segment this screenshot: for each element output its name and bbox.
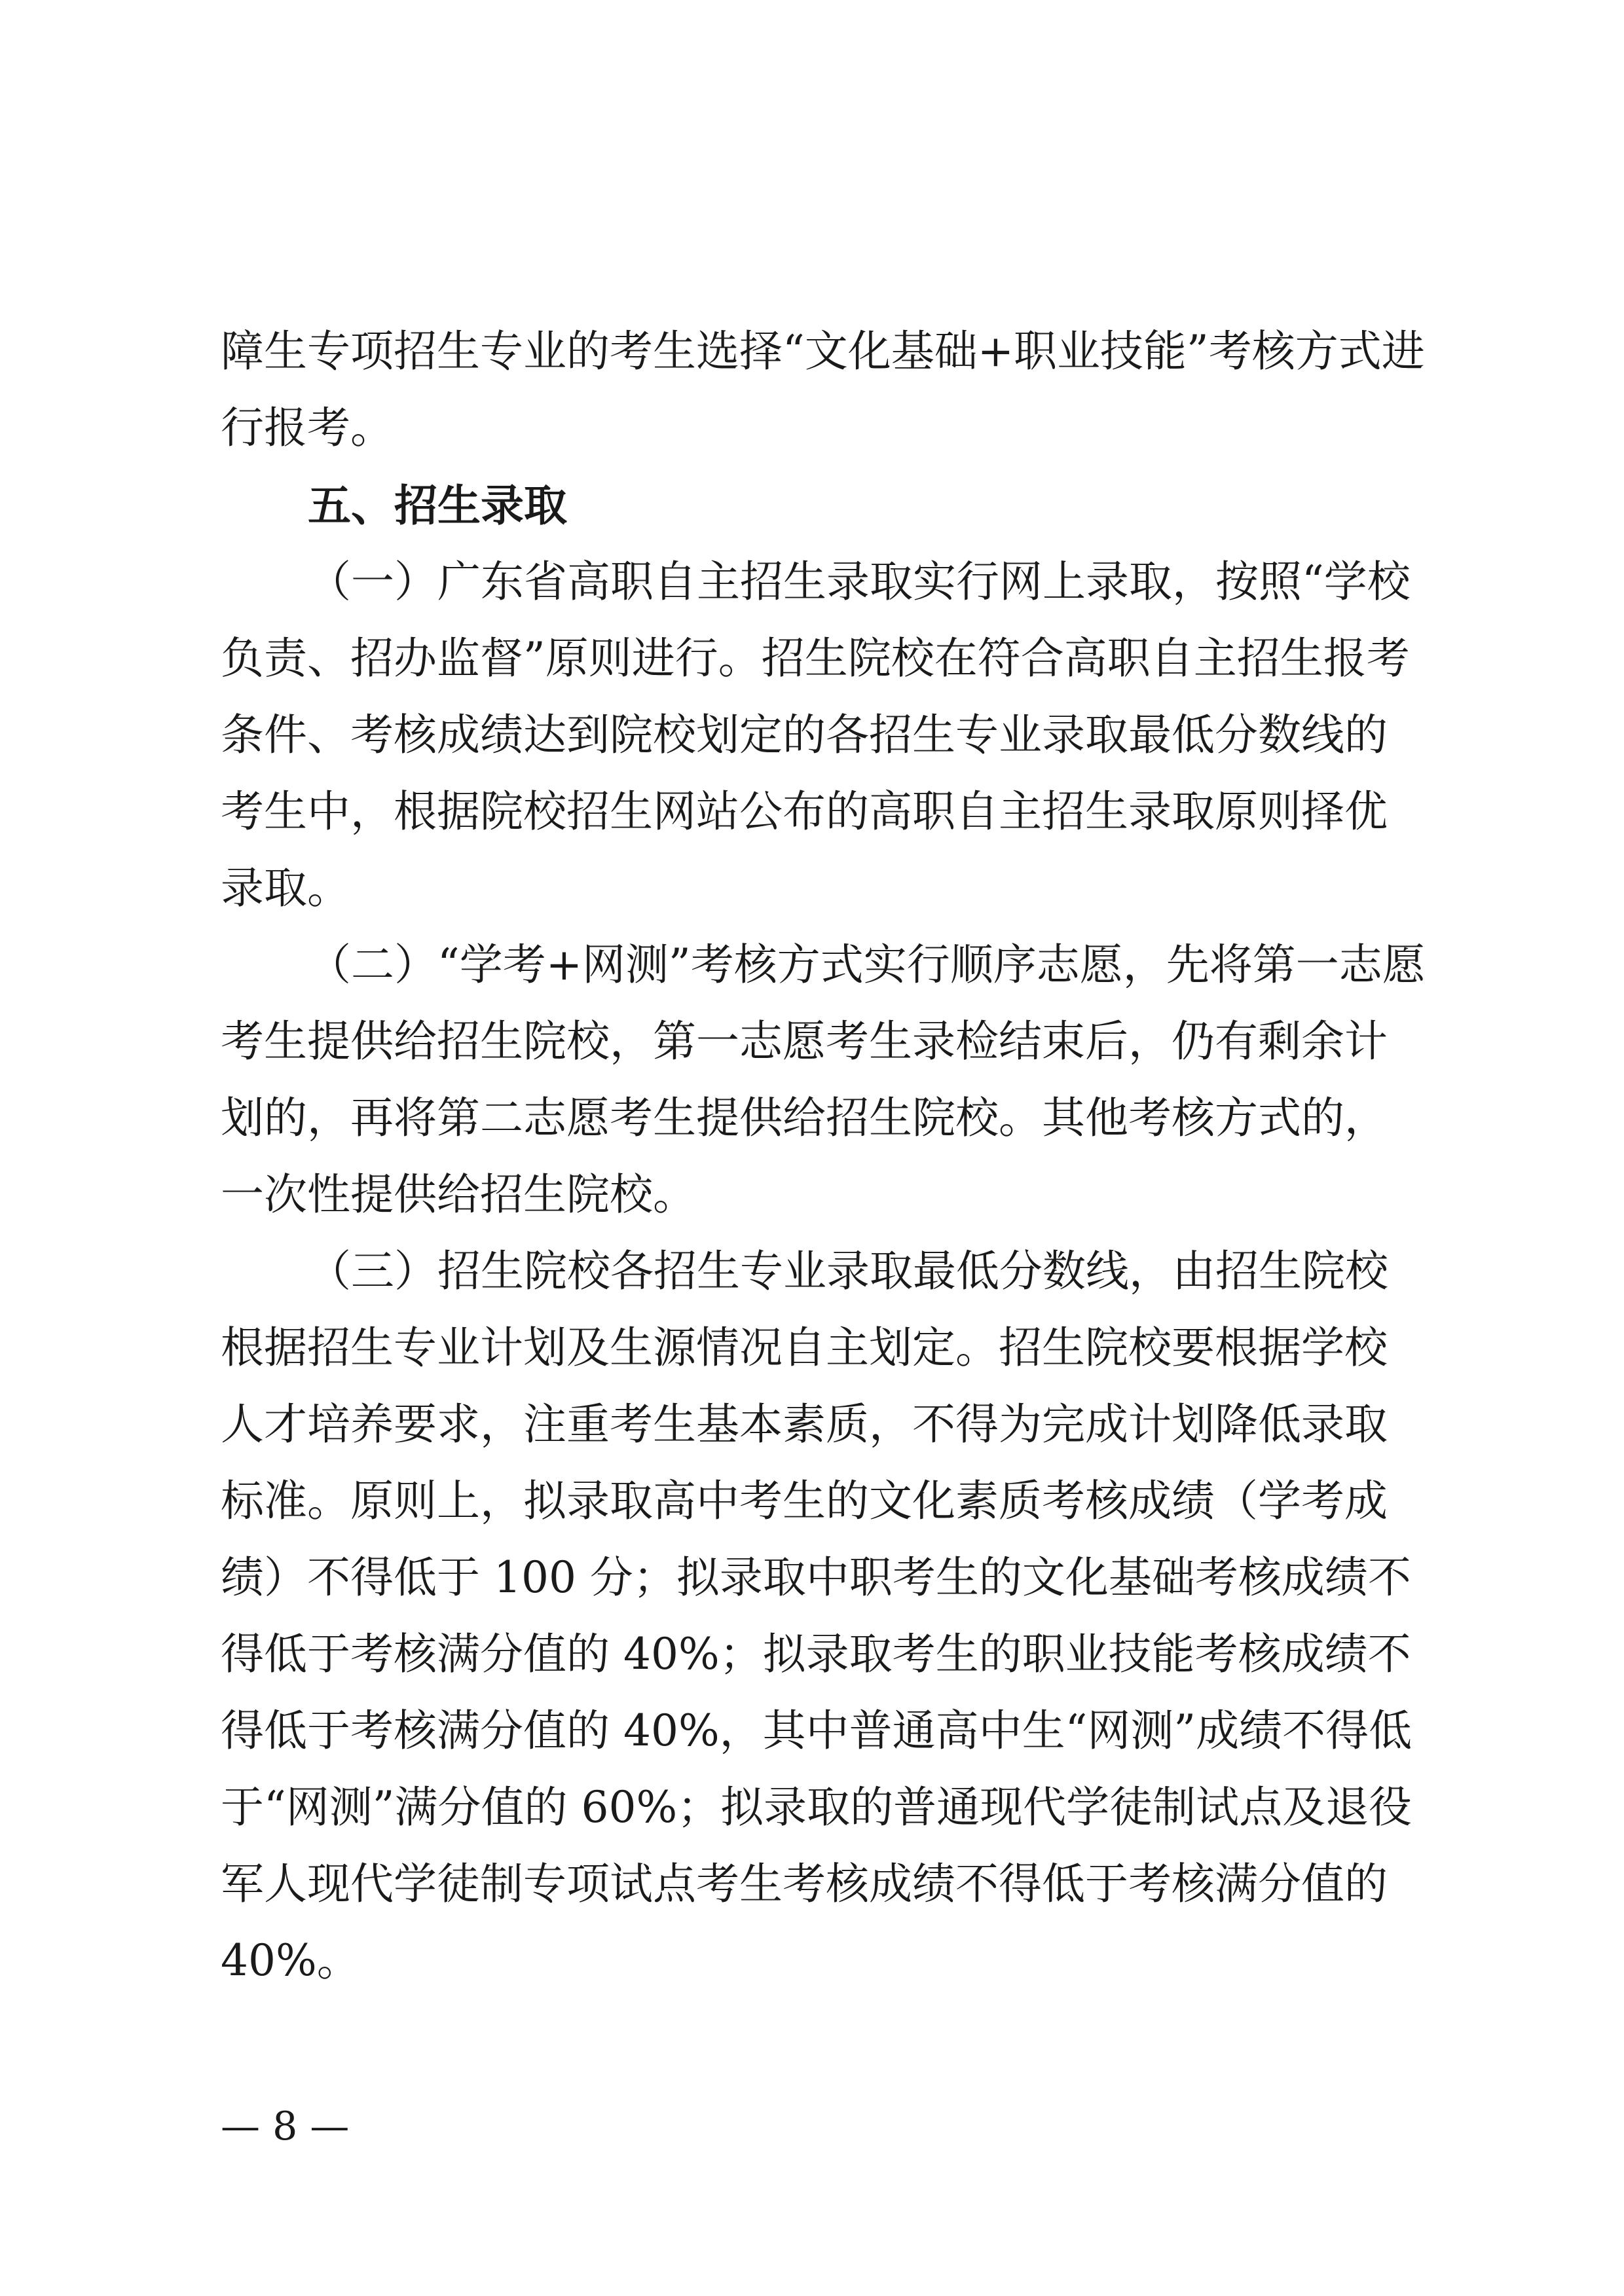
section-heading: 五、招生录取 bbox=[308, 481, 567, 531]
body-line: 标准。原则上，拟录取高中考生的文化素质考核成绩（学考成 bbox=[221, 1476, 1388, 1526]
body-line: 得低于考核满分值的 40%；拟录取考生的职业技能考核成绩不 bbox=[221, 1629, 1411, 1679]
body-line: 军人现代学徒制专项试点考生考核成绩不得低于考核满分值的 bbox=[221, 1859, 1388, 1909]
page-number: — 8 — bbox=[221, 2104, 350, 2149]
body-line: 行报考。 bbox=[221, 403, 394, 453]
paragraph-1-line: （一）广东省高职自主招生录取实行网上录取，按照“学校 bbox=[308, 556, 1411, 607]
body-line: 考生提供给招生院校，第一志愿考生录检结束后，仍有剩余计 bbox=[221, 1016, 1388, 1066]
body-line: 一次性提供给招生院校。 bbox=[221, 1169, 696, 1220]
body-line: 于“网测”满分值的 60%；拟录取的普通现代学徒制试点及退役 bbox=[221, 1782, 1412, 1832]
body-line: 40%。 bbox=[221, 1935, 360, 1986]
paragraph-2-line: （二）“学考+网测”考核方式实行顺序志愿，先将第一志愿 bbox=[308, 939, 1426, 990]
body-line: 考生中，根据院校招生网站公布的高职自主招生录取原则择优 bbox=[221, 786, 1388, 837]
body-line: 录取。 bbox=[221, 863, 350, 913]
body-line: 根据招生专业计划及生源情况自主划定。招生院校要根据学校 bbox=[221, 1322, 1388, 1373]
body-line: 得低于考核满分值的 40%，其中普通高中生“网测”成绩不得低 bbox=[221, 1705, 1412, 1756]
paragraph-3-line: （三）招生院校各招生专业录取最低分数线，由招生院校 bbox=[308, 1246, 1388, 1296]
body-line: 障生专项招生专业的考生选择“文化基础+职业技能”考核方式进 bbox=[221, 326, 1425, 376]
body-line: 绩）不得低于 100 分；拟录取中职考生的文化基础考核成绩不 bbox=[221, 1552, 1411, 1603]
body-line: 条件、考核成绩达到院校划定的各招生专业录取最低分数线的 bbox=[221, 710, 1388, 760]
body-line: 负责、招办监督”原则进行。招生院校在符合高职自主招生报考 bbox=[221, 633, 1410, 683]
body-line: 划的，再将第二志愿考生提供给招生院校。其他考核方式的， bbox=[221, 1093, 1388, 1143]
body-line: 人才培养要求，注重考生基本素质，不得为完成计划降低录取 bbox=[221, 1399, 1388, 1449]
